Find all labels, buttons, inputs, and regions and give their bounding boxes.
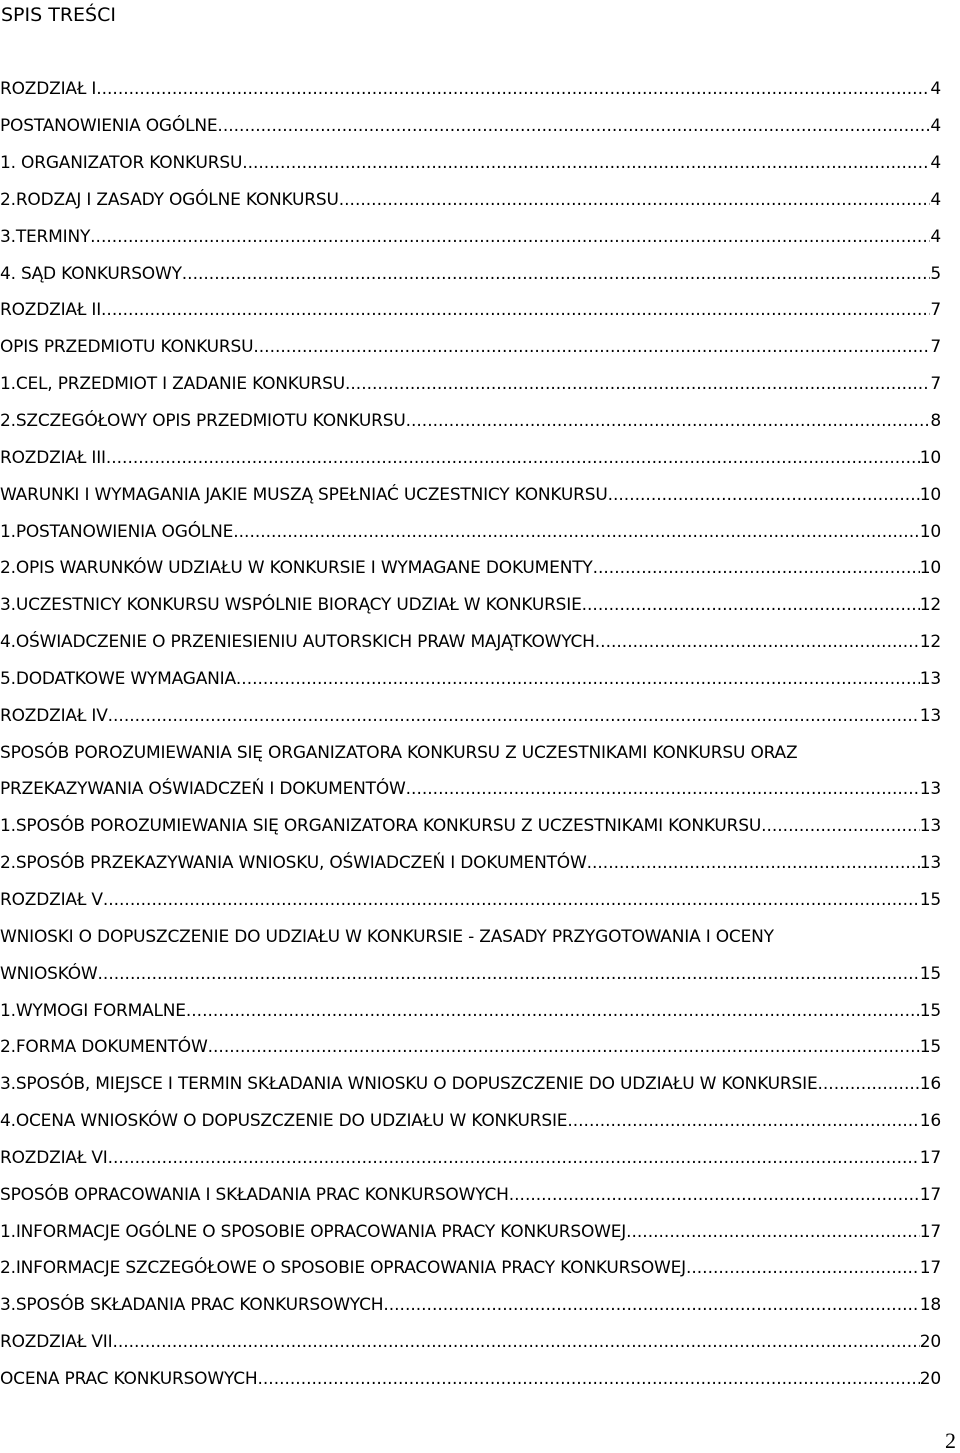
toc-page-number: 20 [919, 1368, 941, 1389]
toc-dot-leader [567, 1111, 919, 1131]
toc-entry[interactable] [0, 1139, 941, 1176]
toc-entry-title: 5.DODATKOWE WYMAGANIA [0, 668, 236, 689]
toc-entry-content [0, 79, 941, 99]
toc-entry-content [0, 1001, 941, 1021]
toc-entry[interactable] [0, 1287, 941, 1324]
toc-page-number: 4 [930, 116, 941, 137]
toc-entry-title: 2.OPIS WARUNKÓW UDZIAŁU W KONKURSIE I WYMAGANE DOKUMENTY [0, 558, 593, 579]
toc-entry-content [0, 190, 941, 210]
toc-entry-title: POSTANOWIENIA OGÓLNE [0, 116, 218, 137]
toc-page-number: 20 [919, 1332, 941, 1353]
toc-page-number: 12 [919, 595, 941, 616]
toc-entry-content [0, 890, 941, 910]
toc-entry[interactable] [0, 403, 941, 440]
toc-entry[interactable] [0, 292, 941, 329]
toc-page-number: 16 [919, 1111, 941, 1132]
toc-entry-content [0, 632, 941, 652]
toc-page-number: 10 [919, 484, 941, 505]
toc-entry-content [0, 1222, 941, 1242]
toc-entry[interactable] [0, 882, 941, 919]
toc-entry-title: ROZDZIAŁ VI [0, 1147, 108, 1168]
toc-dot-leader [817, 1074, 919, 1094]
toc-page-number: 7 [930, 374, 941, 395]
toc-page-number: 4 [930, 79, 941, 100]
toc-dot-leader [90, 227, 930, 247]
toc-entry[interactable] [0, 71, 941, 108]
toc-entry[interactable] [0, 587, 941, 624]
toc-entry-content [0, 153, 941, 173]
toc-dot-leader [582, 595, 920, 615]
toc-entry-title: OPIS PRZEDMIOTU KONKURSU [0, 337, 254, 358]
toc-dot-leader [108, 706, 920, 726]
toc-page-number: 16 [919, 1074, 941, 1095]
toc-entry-title: 2.INFORMACJE SZCZEGÓŁOWE O SPOSOBIE OPRACOWANIA PRACY KONKURSOWEJ [0, 1258, 686, 1279]
toc-dot-leader [96, 79, 930, 99]
toc-entry-title: 1.INFORMACJE OGÓLNE O SPOSOBIE OPRACOWANIA PRACY KONKURSOWEJ [0, 1221, 627, 1242]
toc-entry-content [0, 1074, 941, 1094]
toc-entry-title: WNIOSKÓW [0, 963, 98, 984]
toc-entry-title: SPOSÓB POROZUMIEWANIA SIĘ ORGANIZATORA KONKURSU Z UCZESTNIKAMI KONKURSU ORAZ [0, 742, 798, 763]
toc-entry-title: 1. ORGANIZATOR KONKURSU [0, 153, 243, 174]
table-of-contents [0, 71, 941, 1397]
toc-entry[interactable] [0, 1066, 941, 1103]
toc-dot-leader [593, 558, 920, 578]
toc-entry-content [0, 816, 941, 836]
toc-entry-content [0, 1332, 941, 1352]
toc-dot-leader [112, 1332, 919, 1352]
toc-page-number: 13 [919, 705, 941, 726]
toc-dot-leader [108, 1148, 920, 1168]
toc-entry-title: ROZDZIAŁ IV [0, 705, 108, 726]
toc-entry[interactable] [0, 218, 941, 255]
toc-page-number: 10 [919, 447, 941, 468]
toc-page-number: 17 [919, 1147, 941, 1168]
toc-page-number: 8 [930, 411, 941, 432]
toc-entry[interactable] [0, 1103, 941, 1140]
toc-entry[interactable] [0, 550, 941, 587]
toc-dot-leader [257, 1369, 919, 1389]
toc-entry-title: ROZDZIAŁ V [0, 889, 103, 910]
toc-dot-leader [253, 337, 930, 357]
toc-entry-content [0, 522, 941, 542]
toc-entry-content [0, 300, 941, 320]
toc-entry-title: 1.WYMOGI FORMALNE [0, 1000, 186, 1021]
toc-dot-leader [608, 485, 920, 505]
toc-entry[interactable] [0, 624, 941, 661]
toc-entry-content [0, 927, 941, 947]
toc-dot-leader [106, 448, 920, 468]
toc-entry-content [0, 374, 941, 394]
toc-entry-title: 3.SPOSÓB, MIEJSCE I TERMIN SKŁADANIA WNIOSKU O DOPUSZCZENIE DO UDZIAŁU W KONKURSIE [0, 1074, 818, 1095]
toc-entry[interactable] [0, 808, 941, 845]
toc-page-number: 13 [919, 668, 941, 689]
toc-entry-title: 2.SPOSÓB PRZEKAZYWANIA WNIOSKU, OŚWIADCZEŃ I DOKUMENTÓW [0, 853, 587, 874]
toc-entry-title: 2.FORMA DOKUMENTÓW [0, 1037, 208, 1058]
toc-entry-title: 4.OCENA WNIOSKÓW O DOPUSZCZENIE DO UDZIAŁU W KONKURSIE [0, 1111, 568, 1132]
toc-page-number: 5 [930, 263, 941, 284]
toc-entry-title: 1.SPOSÓB POROZUMIEWANIA SIĘ ORGANIZATORA KONKURSU Z UCZESTNIKAMI KONKURSU [0, 816, 762, 837]
toc-page-number: 17 [919, 1221, 941, 1242]
toc-entry-content [0, 448, 941, 468]
toc-entry-content [0, 264, 941, 284]
toc-entry[interactable] [0, 1361, 941, 1398]
toc-entry[interactable] [0, 182, 941, 219]
toc-dot-leader [242, 153, 930, 173]
toc-entry-content [0, 706, 941, 726]
toc-entry-content [0, 1037, 941, 1057]
toc-entry[interactable] [0, 1176, 941, 1213]
toc-dot-leader [217, 116, 930, 136]
toc-entry[interactable] [0, 1213, 941, 1250]
toc-entry-content [0, 116, 941, 136]
toc-entry-title: PRZEKAZYWANIA OŚWIADCZEŃ I DOKUMENTÓW [0, 779, 406, 800]
toc-page-number: 4 [930, 226, 941, 247]
toc-entry-content [0, 595, 941, 615]
toc-entry[interactable] [0, 145, 941, 182]
toc-entry[interactable] [0, 734, 941, 771]
toc-page-number: 18 [919, 1295, 941, 1316]
toc-entry[interactable] [0, 697, 941, 734]
toc-entry[interactable] [0, 918, 941, 955]
toc-page-number: 7 [930, 337, 941, 358]
toc-entry-title: WARUNKI I WYMAGANIA JAKIE MUSZĄ SPEŁNIAĆ UCZESTNICY KONKURSU [0, 484, 608, 505]
toc-entry-content [0, 1111, 941, 1131]
toc-entry-content [0, 779, 941, 799]
toc-entry-title: ROZDZIAŁ II [0, 300, 102, 321]
toc-entry-content [0, 1369, 941, 1389]
toc-page-number: 17 [919, 1184, 941, 1205]
toc-entry-content [0, 669, 941, 689]
toc-entry[interactable] [0, 771, 941, 808]
toc-entry-title: 3.UCZESTNICY KONKURSU WSPÓLNIE BIORĄCY UDZIAŁ W KONKURSIE [0, 595, 582, 616]
toc-entry-title: ROZDZIAŁ I [0, 79, 97, 100]
toc-entry-title: 4.OŚWIADCZENIE O PRZENIESIENIU AUTORSKICH PRAW MAJĄTKOWYCH [0, 632, 595, 653]
toc-entry[interactable] [0, 439, 941, 476]
toc-dot-leader [761, 816, 920, 836]
toc-dot-leader [236, 669, 920, 689]
toc-page-number: 4 [930, 189, 941, 210]
toc-entry-content [0, 1185, 941, 1205]
toc-dot-leader [509, 1185, 920, 1205]
toc-entry-content [0, 964, 941, 984]
toc-entry[interactable] [0, 845, 941, 882]
toc-entry-title: ROZDZIAŁ VII [0, 1332, 113, 1353]
toc-entry-content [0, 485, 941, 505]
toc-page-number: 7 [930, 300, 941, 321]
toc-title: SPIS TREŚCI [1, 4, 116, 26]
toc-dot-leader [345, 374, 930, 394]
toc-entry[interactable] [0, 661, 941, 698]
toc-page-number: 13 [919, 816, 941, 837]
toc-page-number: 12 [919, 632, 941, 653]
toc-entry-content [0, 1258, 941, 1278]
toc-page-number: 15 [919, 1000, 941, 1021]
toc-dot-leader [98, 964, 920, 984]
toc-entry-title: SPOSÓB OPRACOWANIA I SKŁADANIA PRAC KONKURSOWYCH [0, 1184, 509, 1205]
toc-page-number: 15 [919, 1037, 941, 1058]
toc-entry-content [0, 337, 941, 357]
toc-entry[interactable] [0, 366, 941, 403]
toc-dot-leader [406, 411, 931, 431]
toc-entry-content [0, 853, 941, 873]
toc-entry-title: 3.SPOSÓB SKŁADANIA PRAC KONKURSOWYCH [0, 1295, 384, 1316]
toc-entry[interactable] [0, 513, 941, 550]
toc-dot-leader [686, 1258, 920, 1278]
toc-dot-leader [595, 632, 920, 652]
toc-entry-title: OCENA PRAC KONKURSOWYCH [0, 1368, 258, 1389]
toc-dot-leader [626, 1222, 920, 1242]
toc-dot-leader [406, 779, 920, 799]
toc-dot-leader [383, 1295, 919, 1315]
toc-entry[interactable] [0, 1029, 941, 1066]
toc-entry-title: 1.POSTANOWIENIA OGÓLNE [0, 521, 234, 542]
toc-entry-content [0, 558, 941, 578]
toc-entry[interactable] [0, 1324, 941, 1361]
toc-page-number: 15 [919, 889, 941, 910]
toc-dot-leader [208, 1037, 920, 1057]
toc-entry-content [0, 1148, 941, 1168]
toc-entry-content [0, 743, 941, 763]
toc-dot-leader [182, 264, 931, 284]
toc-page-number: 13 [919, 853, 941, 874]
toc-entry-content [0, 1295, 941, 1315]
toc-entry[interactable] [0, 108, 941, 145]
toc-dot-leader [103, 890, 920, 910]
toc-entry-title: 2.RODZAJ I ZASADY OGÓLNE KONKURSU [0, 189, 339, 210]
toc-page-number: 4 [930, 153, 941, 174]
toc-entry[interactable] [0, 955, 941, 992]
toc-entry-title: ROZDZIAŁ III [0, 447, 106, 468]
toc-entry-title: WNIOSKI O DOPUSZCZENIE DO UDZIAŁU W KONKURSIE - ZASADY PRZYGOTOWANIA I OCENY [0, 926, 774, 947]
toc-entry-content [0, 227, 941, 247]
toc-entry[interactable] [0, 476, 941, 513]
toc-entry-title: 3.TERMINY [0, 226, 91, 247]
toc-page-number: 13 [919, 779, 941, 800]
toc-page-number: 10 [919, 558, 941, 579]
toc-dot-leader [186, 1001, 920, 1021]
toc-entry[interactable] [0, 992, 941, 1029]
toc-dot-leader [587, 853, 920, 873]
toc-page-number: 15 [919, 963, 941, 984]
toc-entry-title: 1.CEL, PRZEDMIOT I ZADANIE KONKURSU [0, 374, 345, 395]
toc-entry-title: 2.SZCZEGÓŁOWY OPIS PRZEDMIOTU KONKURSU [0, 411, 406, 432]
toc-entry-content [0, 411, 941, 431]
toc-dot-leader [101, 300, 930, 320]
toc-entry[interactable] [0, 329, 941, 366]
page-number: 2 [945, 1428, 956, 1453]
toc-entry[interactable] [0, 255, 941, 292]
toc-entry[interactable] [0, 1250, 941, 1287]
toc-entry-title: 4. SĄD KONKURSOWY [0, 263, 182, 284]
toc-dot-leader [233, 522, 920, 542]
toc-dot-leader [339, 190, 931, 210]
toc-page-number: 17 [919, 1258, 941, 1279]
toc-page-number: 10 [919, 521, 941, 542]
